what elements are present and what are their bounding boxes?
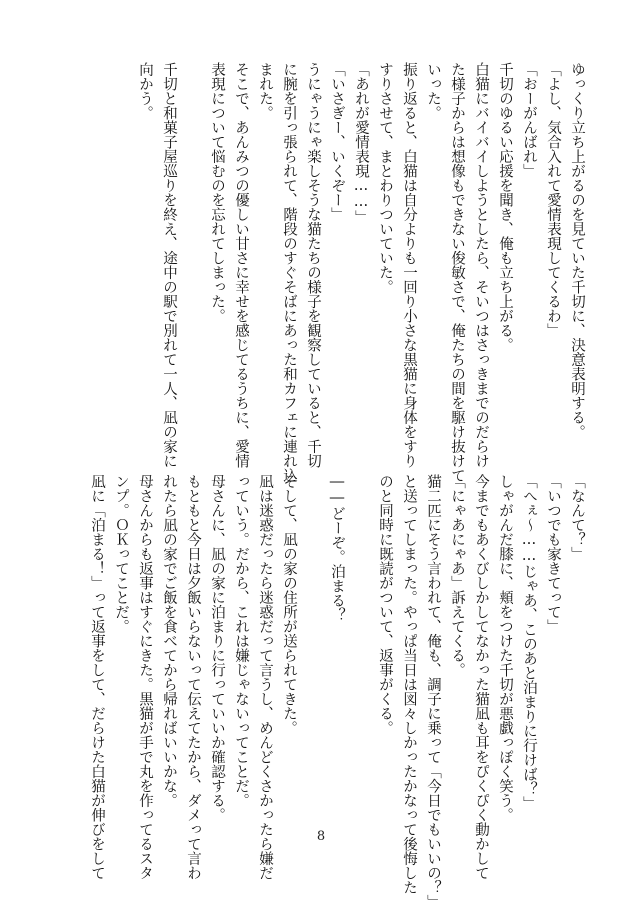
text-column: 千切のゆるい応援を聞き、俺も立ち上がる。 bbox=[497, 62, 513, 352]
text-column: に腕を引っ張られて、階段のすぐそばにあった和カフェに連れ込 bbox=[281, 62, 297, 483]
text-column: 千切と和菓子屋巡りを終え、途中の駅で別れて一人、凪の家に bbox=[161, 62, 177, 468]
text-column: 「あれが愛情表現……」 bbox=[353, 62, 369, 225]
text-column: た様子からは想像もできない俊敏さで、俺たちの間を駆け抜けて bbox=[449, 62, 465, 483]
text-column: いった。 bbox=[425, 62, 441, 120]
text-column: 「にゃあにゃあ」訴えてくる。 bbox=[449, 474, 465, 677]
text-column: 凪に「泊まる！」って返事をして、だらけた白猫が伸びをして bbox=[89, 474, 105, 880]
page-number: 8 bbox=[316, 829, 326, 844]
text-column: っていう。だから、これは嫌じゃないってことだ。 bbox=[233, 474, 249, 808]
text-column: 振り返ると、白猫は自分よりも一回り小さな黒猫に身体をすり bbox=[401, 62, 417, 468]
text-column: しゃがんだ膝に、頬をつけた千切が悪戯っぽく笑う。 bbox=[497, 474, 513, 822]
text-column: と送ってしまった。やっぱ当日は図々しかったかなって後悔した bbox=[401, 474, 417, 895]
text-column: 「なんて？」 bbox=[569, 474, 585, 561]
text-column: 今までもあくびしかしてなかった猫凪も耳をぴくぴく動かして bbox=[473, 474, 489, 880]
text-column: 「おーがんばれ」 bbox=[521, 62, 537, 178]
text-column: まれた。 bbox=[257, 62, 273, 120]
text-column: 母さんからも返事はすぐにきた。黒猫が手で丸を作ってるスタ bbox=[137, 474, 153, 880]
text-column: そして、凪の家の住所が送られてきた。 bbox=[281, 474, 297, 735]
text-column: 猫二匹にそう言われて、俺も、調子に乗って「今日でもいいの？」 bbox=[425, 474, 441, 909]
text-column: 凪は迷惑だったら迷惑だって言うし、めんどくさかったら嫌だ bbox=[257, 474, 273, 880]
text-column: 「いつでも家きてって」 bbox=[545, 474, 561, 634]
text-column: そこで、あんみつの優しい甘さに幸せを感じてるうちに、愛情 bbox=[233, 62, 249, 468]
text-column: 母さんに、凪の家に泊まりに行っていいか確認する。 bbox=[209, 474, 225, 822]
text-column: ――どーぞ。泊まる？ bbox=[329, 474, 345, 622]
text-column: ンプ。ＯＫってことだ。 bbox=[113, 474, 129, 634]
text-column: 白猫にバイバイしようとしたら、そいつはさっきまでのだらけ bbox=[473, 62, 489, 468]
text-column: のと同時に既読がついて、返事がくる。 bbox=[377, 474, 393, 735]
text-column: うにゃうにゃ楽しそうな猫たちの様子を観察していると、千切 bbox=[305, 62, 321, 468]
text-column: 向かう。 bbox=[137, 62, 153, 120]
text-column: ゆっくり立ち上がるのを見ていた千切に、決意表明する。 bbox=[569, 62, 585, 439]
text-column: 「いさぎー、いくぞー」 bbox=[329, 62, 345, 222]
text-column: 「へぇ～……じゃあ、このあと泊まりに行けば？」 bbox=[521, 474, 537, 811]
text-column: もともと今日は夕飯いらないって伝えてたから、ダメって言わ bbox=[185, 474, 201, 880]
text-column: 「よし、気合入れて愛情表現してくるわ」 bbox=[545, 62, 561, 338]
text-column: れたら凪の家でご飯を食べてから帰ればいいかな。 bbox=[161, 474, 177, 808]
text-column: すりさせて、まとわりついていた。 bbox=[377, 62, 393, 294]
text-column: 表現について悩むのを忘れてしまった。 bbox=[209, 62, 225, 323]
